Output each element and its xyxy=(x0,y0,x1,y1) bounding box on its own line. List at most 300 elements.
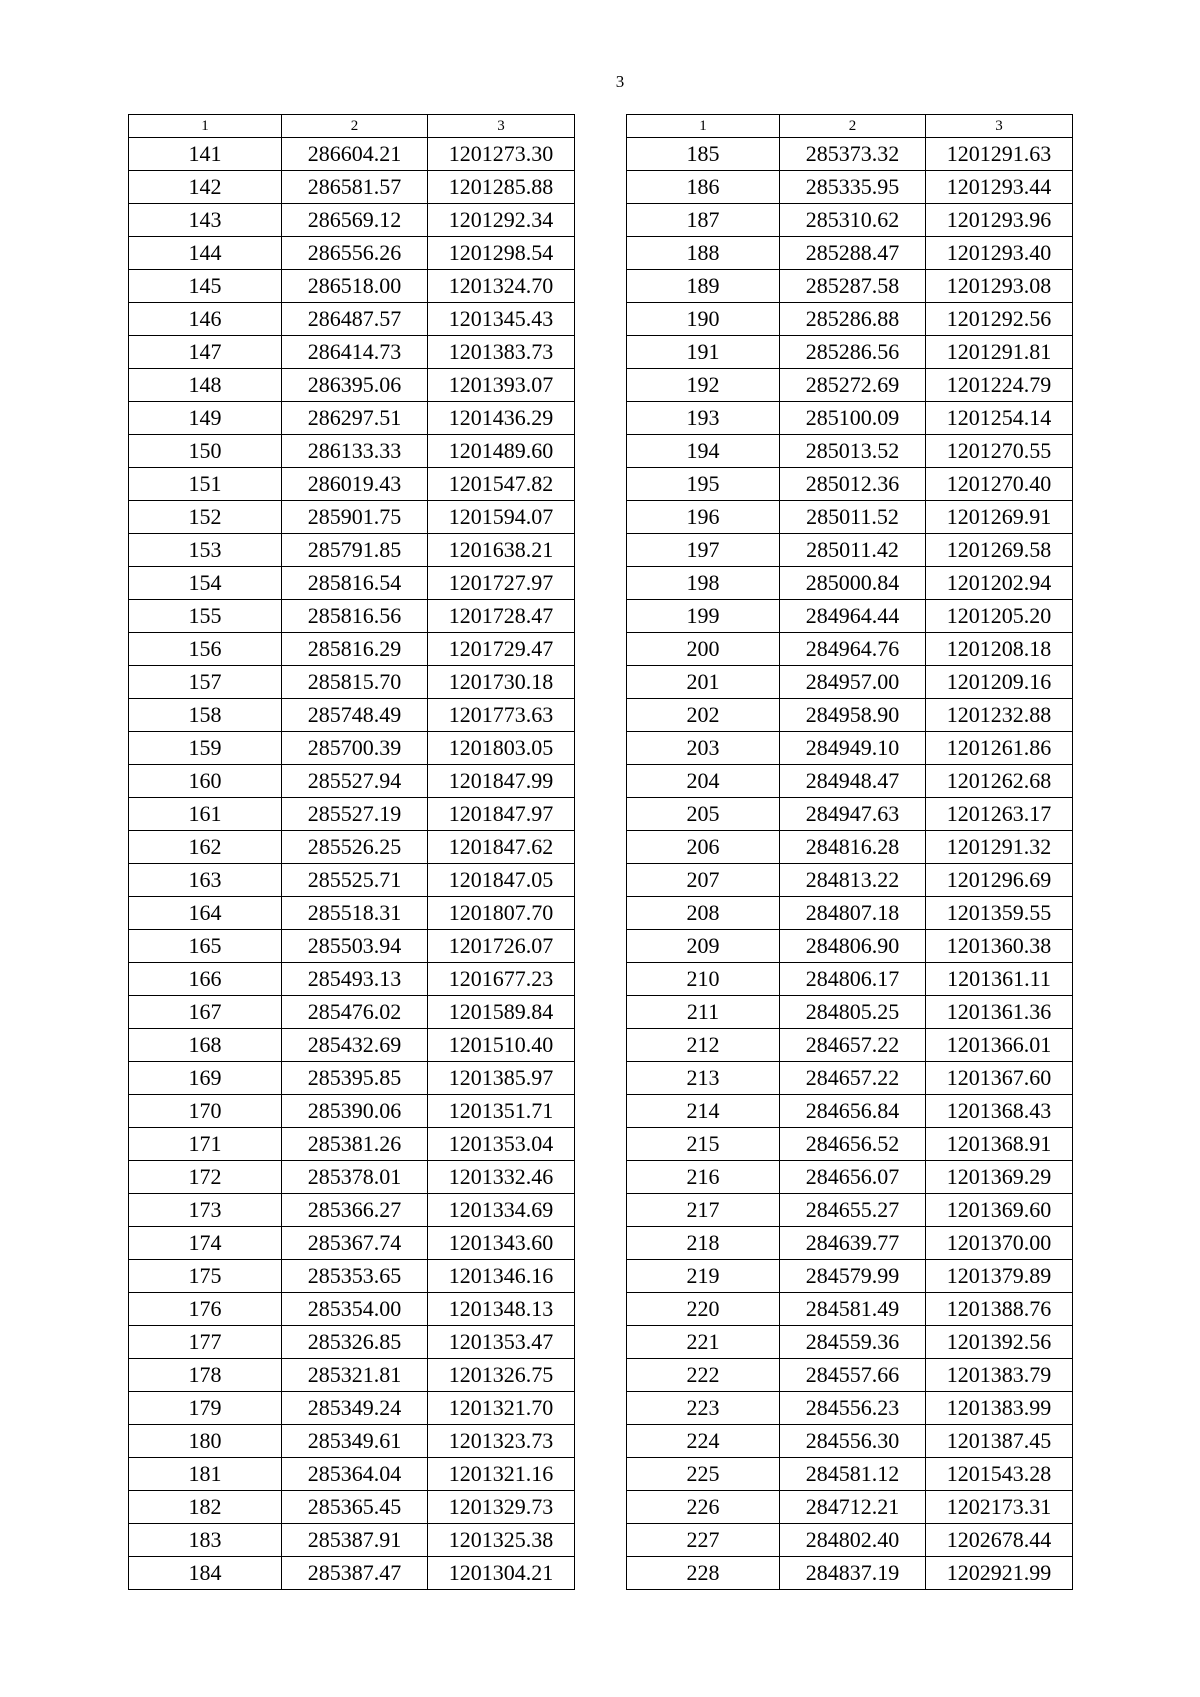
table-row xyxy=(129,996,575,1029)
point-number-cell: 213 xyxy=(627,1062,780,1095)
y-coordinate-cell: 1202921.99 xyxy=(926,1557,1073,1590)
point-number-cell: 151 xyxy=(129,468,282,501)
y-coordinate-cell: 1201270.40 xyxy=(926,468,1073,501)
point-number-cell: 214 xyxy=(627,1095,780,1128)
x-coordinate-cell: 285387.47 xyxy=(282,1557,428,1590)
x-coordinate-cell: 285527.19 xyxy=(282,798,428,831)
y-coordinate-cell: 1201379.89 xyxy=(926,1260,1073,1293)
point-number-cell: 162 xyxy=(129,831,282,864)
y-coordinate-cell: 1201202.94 xyxy=(926,567,1073,600)
table-row xyxy=(129,666,575,699)
table-row xyxy=(129,1161,575,1194)
x-coordinate-cell: 286518.00 xyxy=(282,270,428,303)
x-coordinate-cell: 284639.77 xyxy=(780,1227,926,1260)
y-coordinate-cell: 1201730.18 xyxy=(428,666,575,699)
table-row xyxy=(129,1260,575,1293)
y-coordinate-cell: 1201383.79 xyxy=(926,1359,1073,1392)
table-row xyxy=(129,1062,575,1095)
point-number-cell: 150 xyxy=(129,435,282,468)
y-coordinate-cell: 1201728.47 xyxy=(428,600,575,633)
table-row xyxy=(627,435,1073,468)
y-coordinate-cell: 1201510.40 xyxy=(428,1029,575,1062)
table-row xyxy=(129,1326,575,1359)
x-coordinate-cell: 285816.56 xyxy=(282,600,428,633)
x-coordinate-cell: 285381.26 xyxy=(282,1128,428,1161)
table-row xyxy=(129,1293,575,1326)
y-coordinate-cell: 1201847.99 xyxy=(428,765,575,798)
table-row xyxy=(627,831,1073,864)
point-number-cell: 153 xyxy=(129,534,282,567)
point-number-cell: 201 xyxy=(627,666,780,699)
point-number-cell: 142 xyxy=(129,171,282,204)
y-coordinate-cell: 1201263.17 xyxy=(926,798,1073,831)
point-number-cell: 225 xyxy=(627,1458,780,1491)
point-number-cell: 170 xyxy=(129,1095,282,1128)
point-number-cell: 186 xyxy=(627,171,780,204)
table-row xyxy=(129,138,575,171)
x-coordinate-cell: 286019.43 xyxy=(282,468,428,501)
column-header: 3 xyxy=(428,115,575,138)
x-coordinate-cell: 285364.04 xyxy=(282,1458,428,1491)
table-row xyxy=(627,1227,1073,1260)
point-number-cell: 160 xyxy=(129,765,282,798)
x-coordinate-cell: 284806.17 xyxy=(780,963,926,996)
table-row xyxy=(129,864,575,897)
point-number-cell: 224 xyxy=(627,1425,780,1458)
point-number-cell: 179 xyxy=(129,1392,282,1425)
x-coordinate-cell: 284805.25 xyxy=(780,996,926,1029)
point-number-cell: 209 xyxy=(627,930,780,963)
y-coordinate-cell: 1201269.58 xyxy=(926,534,1073,567)
x-coordinate-cell: 284556.23 xyxy=(780,1392,926,1425)
y-coordinate-cell: 1201385.97 xyxy=(428,1062,575,1095)
y-coordinate-cell: 1201803.05 xyxy=(428,732,575,765)
point-number-cell: 219 xyxy=(627,1260,780,1293)
x-coordinate-cell: 285365.45 xyxy=(282,1491,428,1524)
y-coordinate-cell: 1201547.82 xyxy=(428,468,575,501)
y-coordinate-cell: 1201232.88 xyxy=(926,699,1073,732)
x-coordinate-cell: 285100.09 xyxy=(780,402,926,435)
table-row xyxy=(627,369,1073,402)
table-row xyxy=(129,1491,575,1524)
point-number-cell: 159 xyxy=(129,732,282,765)
point-number-cell: 212 xyxy=(627,1029,780,1062)
x-coordinate-cell: 285286.88 xyxy=(780,303,926,336)
point-number-cell: 180 xyxy=(129,1425,282,1458)
table-row xyxy=(129,303,575,336)
y-coordinate-cell: 1201304.21 xyxy=(428,1557,575,1590)
table-row xyxy=(627,1128,1073,1161)
table-row xyxy=(627,864,1073,897)
x-coordinate-cell: 285518.31 xyxy=(282,897,428,930)
point-number-cell: 194 xyxy=(627,435,780,468)
x-coordinate-cell: 284964.76 xyxy=(780,633,926,666)
point-number-cell: 220 xyxy=(627,1293,780,1326)
x-coordinate-cell: 285816.54 xyxy=(282,567,428,600)
table-row xyxy=(129,1128,575,1161)
y-coordinate-cell: 1201293.08 xyxy=(926,270,1073,303)
y-coordinate-cell: 1201270.55 xyxy=(926,435,1073,468)
x-coordinate-cell: 284813.22 xyxy=(780,864,926,897)
x-coordinate-cell: 284579.99 xyxy=(780,1260,926,1293)
y-coordinate-cell: 1201366.01 xyxy=(926,1029,1073,1062)
x-coordinate-cell: 285700.39 xyxy=(282,732,428,765)
y-coordinate-cell: 1202173.31 xyxy=(926,1491,1073,1524)
table-row xyxy=(627,996,1073,1029)
y-coordinate-cell: 1201321.16 xyxy=(428,1458,575,1491)
point-number-cell: 199 xyxy=(627,600,780,633)
y-coordinate-cell: 1201292.34 xyxy=(428,204,575,237)
point-number-cell: 164 xyxy=(129,897,282,930)
x-coordinate-cell: 285000.84 xyxy=(780,567,926,600)
point-number-cell: 190 xyxy=(627,303,780,336)
x-coordinate-cell: 284948.47 xyxy=(780,765,926,798)
table-row xyxy=(627,963,1073,996)
point-number-cell: 148 xyxy=(129,369,282,402)
table-row xyxy=(627,1029,1073,1062)
y-coordinate-cell: 1201677.23 xyxy=(428,963,575,996)
x-coordinate-cell: 285349.24 xyxy=(282,1392,428,1425)
point-number-cell: 184 xyxy=(129,1557,282,1590)
x-coordinate-cell: 285011.42 xyxy=(780,534,926,567)
y-coordinate-cell: 1201293.96 xyxy=(926,204,1073,237)
table-row xyxy=(627,402,1073,435)
table-row xyxy=(129,699,575,732)
y-coordinate-cell: 1201291.32 xyxy=(926,831,1073,864)
y-coordinate-cell: 1201369.60 xyxy=(926,1194,1073,1227)
x-coordinate-cell: 285366.27 xyxy=(282,1194,428,1227)
table-row xyxy=(129,897,575,930)
y-coordinate-cell: 1201298.54 xyxy=(428,237,575,270)
table-row xyxy=(627,1425,1073,1458)
y-coordinate-cell: 1201296.69 xyxy=(926,864,1073,897)
x-coordinate-cell: 285353.65 xyxy=(282,1260,428,1293)
y-coordinate-cell: 1201361.36 xyxy=(926,996,1073,1029)
y-coordinate-cell: 1201388.76 xyxy=(926,1293,1073,1326)
table-row xyxy=(627,270,1073,303)
table-row xyxy=(627,1095,1073,1128)
y-coordinate-cell: 1201345.43 xyxy=(428,303,575,336)
table-row xyxy=(627,1359,1073,1392)
point-number-cell: 226 xyxy=(627,1491,780,1524)
y-coordinate-cell: 1201254.14 xyxy=(926,402,1073,435)
point-number-cell: 147 xyxy=(129,336,282,369)
table-row xyxy=(627,1293,1073,1326)
y-coordinate-cell: 1201729.47 xyxy=(428,633,575,666)
y-coordinate-cell: 1201261.86 xyxy=(926,732,1073,765)
x-coordinate-cell: 284837.19 xyxy=(780,1557,926,1590)
table-row xyxy=(129,369,575,402)
table-body-right xyxy=(627,138,1073,1590)
table-row xyxy=(129,171,575,204)
point-number-cell: 177 xyxy=(129,1326,282,1359)
table-row xyxy=(129,1458,575,1491)
table-row xyxy=(627,699,1073,732)
point-number-cell: 146 xyxy=(129,303,282,336)
y-coordinate-cell: 1201208.18 xyxy=(926,633,1073,666)
x-coordinate-cell: 285390.06 xyxy=(282,1095,428,1128)
x-coordinate-cell: 285503.94 xyxy=(282,930,428,963)
y-coordinate-cell: 1201291.63 xyxy=(926,138,1073,171)
table-body-left xyxy=(129,138,575,1590)
x-coordinate-cell: 285748.49 xyxy=(282,699,428,732)
table-row xyxy=(129,435,575,468)
x-coordinate-cell: 284712.21 xyxy=(780,1491,926,1524)
column-header: 2 xyxy=(780,115,926,138)
x-coordinate-cell: 285525.71 xyxy=(282,864,428,897)
y-coordinate-cell: 1201351.71 xyxy=(428,1095,575,1128)
table-row xyxy=(129,468,575,501)
table-row xyxy=(129,534,575,567)
table-row xyxy=(627,1557,1073,1590)
point-number-cell: 145 xyxy=(129,270,282,303)
x-coordinate-cell: 285354.00 xyxy=(282,1293,428,1326)
column-header: 1 xyxy=(627,115,780,138)
point-number-cell: 149 xyxy=(129,402,282,435)
table-row xyxy=(627,633,1073,666)
point-number-cell: 143 xyxy=(129,204,282,237)
y-coordinate-cell: 1201332.46 xyxy=(428,1161,575,1194)
point-number-cell: 217 xyxy=(627,1194,780,1227)
table-row xyxy=(129,1557,575,1590)
y-coordinate-cell: 1201360.38 xyxy=(926,930,1073,963)
point-number-cell: 216 xyxy=(627,1161,780,1194)
point-number-cell: 152 xyxy=(129,501,282,534)
x-coordinate-cell: 285815.70 xyxy=(282,666,428,699)
y-coordinate-cell: 1201543.28 xyxy=(926,1458,1073,1491)
x-coordinate-cell: 285387.91 xyxy=(282,1524,428,1557)
x-coordinate-cell: 285012.36 xyxy=(780,468,926,501)
point-number-cell: 202 xyxy=(627,699,780,732)
x-coordinate-cell: 284816.28 xyxy=(780,831,926,864)
point-number-cell: 218 xyxy=(627,1227,780,1260)
table-row xyxy=(129,1194,575,1227)
x-coordinate-cell: 285286.56 xyxy=(780,336,926,369)
coordinates-table-right xyxy=(626,114,1073,1590)
table-row xyxy=(627,1524,1073,1557)
point-number-cell: 207 xyxy=(627,864,780,897)
point-number-cell: 200 xyxy=(627,633,780,666)
point-number-cell: 158 xyxy=(129,699,282,732)
point-number-cell: 174 xyxy=(129,1227,282,1260)
table-row xyxy=(129,1359,575,1392)
point-number-cell: 211 xyxy=(627,996,780,1029)
x-coordinate-cell: 284949.10 xyxy=(780,732,926,765)
y-coordinate-cell: 1201489.60 xyxy=(428,435,575,468)
point-number-cell: 173 xyxy=(129,1194,282,1227)
point-number-cell: 154 xyxy=(129,567,282,600)
x-coordinate-cell: 286556.26 xyxy=(282,237,428,270)
table-row xyxy=(129,1524,575,1557)
point-number-cell: 163 xyxy=(129,864,282,897)
x-coordinate-cell: 285326.85 xyxy=(282,1326,428,1359)
y-coordinate-cell: 1201326.75 xyxy=(428,1359,575,1392)
table-row xyxy=(129,732,575,765)
table-header-row xyxy=(129,115,575,138)
y-coordinate-cell: 1201343.60 xyxy=(428,1227,575,1260)
table-row xyxy=(129,270,575,303)
x-coordinate-cell: 284947.63 xyxy=(780,798,926,831)
table-row xyxy=(627,138,1073,171)
y-coordinate-cell: 1201383.73 xyxy=(428,336,575,369)
x-coordinate-cell: 284806.90 xyxy=(780,930,926,963)
x-coordinate-cell: 284656.84 xyxy=(780,1095,926,1128)
y-coordinate-cell: 1201359.55 xyxy=(926,897,1073,930)
y-coordinate-cell: 1201361.11 xyxy=(926,963,1073,996)
x-coordinate-cell: 284656.52 xyxy=(780,1128,926,1161)
point-number-cell: 197 xyxy=(627,534,780,567)
y-coordinate-cell: 1201436.29 xyxy=(428,402,575,435)
point-number-cell: 157 xyxy=(129,666,282,699)
x-coordinate-cell: 284559.36 xyxy=(780,1326,926,1359)
table-row xyxy=(627,567,1073,600)
point-number-cell: 223 xyxy=(627,1392,780,1425)
x-coordinate-cell: 285288.47 xyxy=(780,237,926,270)
x-coordinate-cell: 285901.75 xyxy=(282,501,428,534)
table-row xyxy=(129,930,575,963)
y-coordinate-cell: 1201205.20 xyxy=(926,600,1073,633)
table-row xyxy=(627,666,1073,699)
y-coordinate-cell: 1202678.44 xyxy=(926,1524,1073,1557)
y-coordinate-cell: 1201291.81 xyxy=(926,336,1073,369)
y-coordinate-cell: 1201367.60 xyxy=(926,1062,1073,1095)
y-coordinate-cell: 1201368.91 xyxy=(926,1128,1073,1161)
point-number-cell: 172 xyxy=(129,1161,282,1194)
y-coordinate-cell: 1201392.56 xyxy=(926,1326,1073,1359)
y-coordinate-cell: 1201726.07 xyxy=(428,930,575,963)
x-coordinate-cell: 286297.51 xyxy=(282,402,428,435)
point-number-cell: 203 xyxy=(627,732,780,765)
point-number-cell: 227 xyxy=(627,1524,780,1557)
point-number-cell: 204 xyxy=(627,765,780,798)
x-coordinate-cell: 285527.94 xyxy=(282,765,428,798)
table-row xyxy=(627,171,1073,204)
y-coordinate-cell: 1201638.21 xyxy=(428,534,575,567)
point-number-cell: 181 xyxy=(129,1458,282,1491)
x-coordinate-cell: 286569.12 xyxy=(282,204,428,237)
y-coordinate-cell: 1201353.04 xyxy=(428,1128,575,1161)
x-coordinate-cell: 284556.30 xyxy=(780,1425,926,1458)
x-coordinate-cell: 285367.74 xyxy=(282,1227,428,1260)
table-row xyxy=(627,303,1073,336)
y-coordinate-cell: 1201383.99 xyxy=(926,1392,1073,1425)
x-coordinate-cell: 285272.69 xyxy=(780,369,926,402)
table-row xyxy=(129,765,575,798)
point-number-cell: 228 xyxy=(627,1557,780,1590)
x-coordinate-cell: 284657.22 xyxy=(780,1029,926,1062)
column-header: 2 xyxy=(282,115,428,138)
table-row xyxy=(627,1392,1073,1425)
point-number-cell: 188 xyxy=(627,237,780,270)
table-row xyxy=(129,204,575,237)
x-coordinate-cell: 284802.40 xyxy=(780,1524,926,1557)
x-coordinate-cell: 284964.44 xyxy=(780,600,926,633)
y-coordinate-cell: 1201292.56 xyxy=(926,303,1073,336)
y-coordinate-cell: 1201393.07 xyxy=(428,369,575,402)
table-row xyxy=(627,765,1073,798)
table-row xyxy=(129,1095,575,1128)
y-coordinate-cell: 1201324.70 xyxy=(428,270,575,303)
y-coordinate-cell: 1201847.62 xyxy=(428,831,575,864)
point-number-cell: 165 xyxy=(129,930,282,963)
y-coordinate-cell: 1201285.88 xyxy=(428,171,575,204)
x-coordinate-cell: 285432.69 xyxy=(282,1029,428,1062)
x-coordinate-cell: 285526.25 xyxy=(282,831,428,864)
y-coordinate-cell: 1201209.16 xyxy=(926,666,1073,699)
x-coordinate-cell: 286487.57 xyxy=(282,303,428,336)
point-number-cell: 182 xyxy=(129,1491,282,1524)
point-number-cell: 215 xyxy=(627,1128,780,1161)
point-number-cell: 222 xyxy=(627,1359,780,1392)
table-row xyxy=(129,501,575,534)
coordinates-table-left xyxy=(128,114,575,1590)
table-row xyxy=(129,1425,575,1458)
y-coordinate-cell: 1201325.38 xyxy=(428,1524,575,1557)
x-coordinate-cell: 285395.85 xyxy=(282,1062,428,1095)
table-row xyxy=(129,402,575,435)
table-row xyxy=(627,501,1073,534)
table-row xyxy=(627,336,1073,369)
x-coordinate-cell: 286414.73 xyxy=(282,336,428,369)
table-row xyxy=(129,831,575,864)
point-number-cell: 205 xyxy=(627,798,780,831)
y-coordinate-cell: 1201847.05 xyxy=(428,864,575,897)
y-coordinate-cell: 1201334.69 xyxy=(428,1194,575,1227)
y-coordinate-cell: 1201807.70 xyxy=(428,897,575,930)
table-row xyxy=(627,930,1073,963)
x-coordinate-cell: 285335.95 xyxy=(780,171,926,204)
y-coordinate-cell: 1201293.44 xyxy=(926,171,1073,204)
x-coordinate-cell: 285816.29 xyxy=(282,633,428,666)
y-coordinate-cell: 1201321.70 xyxy=(428,1392,575,1425)
y-coordinate-cell: 1201269.91 xyxy=(926,501,1073,534)
table-row xyxy=(627,1161,1073,1194)
point-number-cell: 185 xyxy=(627,138,780,171)
x-coordinate-cell: 285321.81 xyxy=(282,1359,428,1392)
point-number-cell: 210 xyxy=(627,963,780,996)
table-row xyxy=(627,1260,1073,1293)
y-coordinate-cell: 1201847.97 xyxy=(428,798,575,831)
x-coordinate-cell: 285378.01 xyxy=(282,1161,428,1194)
x-coordinate-cell: 284581.49 xyxy=(780,1293,926,1326)
point-number-cell: 187 xyxy=(627,204,780,237)
x-coordinate-cell: 284557.66 xyxy=(780,1359,926,1392)
table-row xyxy=(627,798,1073,831)
y-coordinate-cell: 1201323.73 xyxy=(428,1425,575,1458)
y-coordinate-cell: 1201293.40 xyxy=(926,237,1073,270)
point-number-cell: 192 xyxy=(627,369,780,402)
x-coordinate-cell: 285791.85 xyxy=(282,534,428,567)
point-number-cell: 198 xyxy=(627,567,780,600)
table-row xyxy=(129,1227,575,1260)
x-coordinate-cell: 284807.18 xyxy=(780,897,926,930)
table-row xyxy=(627,1326,1073,1359)
table-row xyxy=(129,1392,575,1425)
y-coordinate-cell: 1201387.45 xyxy=(926,1425,1073,1458)
table-row xyxy=(129,237,575,270)
point-number-cell: 206 xyxy=(627,831,780,864)
point-number-cell: 171 xyxy=(129,1128,282,1161)
column-header: 3 xyxy=(926,115,1073,138)
table-header-row xyxy=(627,115,1073,138)
table-row xyxy=(129,963,575,996)
table-row xyxy=(627,1194,1073,1227)
y-coordinate-cell: 1201262.68 xyxy=(926,765,1073,798)
x-coordinate-cell: 284656.07 xyxy=(780,1161,926,1194)
table-row xyxy=(627,534,1073,567)
x-coordinate-cell: 285310.62 xyxy=(780,204,926,237)
point-number-cell: 155 xyxy=(129,600,282,633)
